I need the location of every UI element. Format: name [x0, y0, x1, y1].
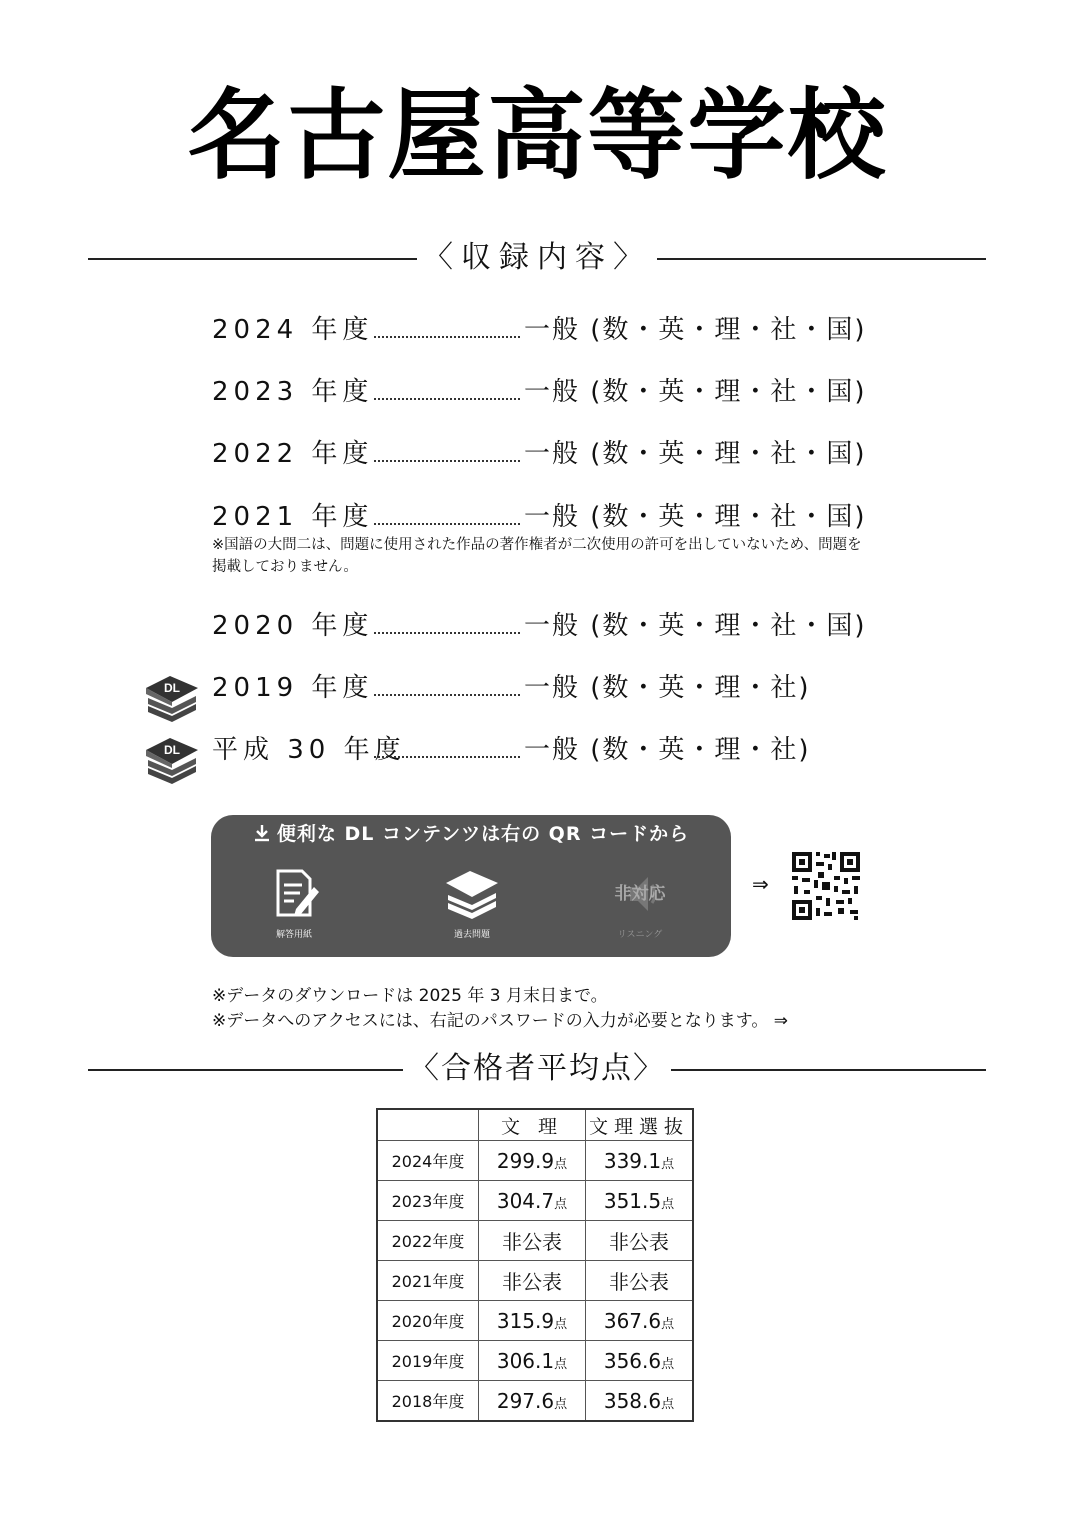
score-value: 297.6 [496, 1388, 555, 1413]
list-item-subjects: 一般 (数・英・理・社・国) [524, 439, 867, 469]
table-cell-senbatsu [586, 1341, 694, 1381]
score-unit: 点 [554, 1356, 568, 1372]
list-item-subjects: 一般 (数・英・理・社) [524, 673, 811, 703]
table-header-row [377, 1109, 693, 1141]
list-item [212, 497, 892, 537]
page-title: 名古屋高等学校 [187, 79, 888, 193]
score-value: 315.9 [496, 1308, 555, 1333]
table-row [377, 1341, 693, 1381]
table-row [377, 1221, 693, 1261]
score-unit: 点 [661, 1396, 675, 1412]
table-cell-bunri [479, 1341, 586, 1381]
list-item [212, 372, 892, 412]
arrow-icon: ⇒ [752, 872, 769, 896]
table-cell-bunri [479, 1381, 586, 1422]
unsupported-badge: 非対応 [614, 884, 666, 904]
leader-dots [374, 632, 520, 634]
leader-dots [374, 756, 520, 758]
score-unit: 点 [554, 1396, 568, 1412]
dl-books-icon [142, 734, 200, 784]
dl-item-caption: 解答用紙 [275, 930, 312, 940]
download-note-password: ※データへのアクセスには、右記のパスワードの入力が必要となります。 ⇒ [212, 1011, 789, 1031]
score-value: 304.7 [496, 1188, 555, 1213]
contents-section-header [88, 238, 986, 278]
list-item-subjects: 一般 (数・英・理・社・国) [524, 377, 867, 407]
books-icon [442, 865, 502, 921]
scores-heading: 〈合格者平均点〉 [403, 1051, 671, 1086]
dl-icon-label: DL [164, 743, 180, 757]
copyright-note: ※国語の大問二は、問題に使用された作品の著作権者が二次使用の許可を出していないため、問題を掲載しておりません。 [212, 537, 862, 575]
dl-box-title [211, 821, 731, 847]
list-item-year: 平成 30 年度 [212, 735, 406, 765]
table-cell-bunri [479, 1141, 586, 1181]
table-cell-year: 2020年度 [377, 1301, 479, 1341]
table-cell-bunri: 非公表 [479, 1261, 586, 1301]
dl-item-caption: 過去問題 [453, 930, 490, 940]
list-item [212, 730, 892, 770]
score-unit: 点 [661, 1316, 675, 1332]
qr-code[interactable] [790, 850, 862, 922]
list-item-year: 2023 年度 [212, 377, 374, 407]
score-unit: 点 [554, 1316, 568, 1332]
table-cell-year: 2019年度 [377, 1341, 479, 1381]
dl-icon-label: DL [164, 681, 180, 695]
score-unit: 点 [554, 1196, 568, 1212]
list-item [212, 606, 892, 646]
list-item-year: 2022 年度 [212, 439, 374, 469]
leader-dots [374, 336, 520, 338]
leader-dots [374, 523, 520, 525]
table-row [377, 1261, 693, 1301]
score-unit: 点 [554, 1156, 568, 1172]
table-cell-bunri [479, 1181, 586, 1221]
table-cell-year: 2022年度 [377, 1221, 479, 1261]
list-item-subjects: 一般 (数・英・理・社) [524, 735, 811, 765]
list-item-year: 2019 年度 [212, 673, 374, 703]
download-notes [212, 984, 788, 1034]
list-item-year: 2021 年度 [212, 502, 374, 532]
table-row [377, 1301, 693, 1341]
score-value: 356.6 [603, 1348, 662, 1373]
list-item-year: 2024 年度 [212, 315, 374, 345]
leader-dots [374, 694, 520, 696]
score-value: 306.1 [496, 1348, 555, 1373]
table-row [377, 1381, 693, 1422]
download-icon [253, 824, 271, 842]
table-row [377, 1181, 693, 1221]
table-cell-senbatsu: 非公表 [586, 1261, 694, 1301]
table-row [377, 1141, 693, 1181]
table-cell-year: 2024年度 [377, 1141, 479, 1181]
score-value: 358.6 [603, 1388, 662, 1413]
table-cell-bunri [479, 1301, 586, 1341]
table-cell-senbatsu [586, 1381, 694, 1422]
list-item-year: 2020 年度 [212, 611, 374, 641]
list-item-subjects: 一般 (数・英・理・社・国) [524, 502, 867, 532]
score-unit: 点 [661, 1196, 675, 1212]
dl-past-exams[interactable] [417, 865, 527, 940]
dl-answer-sheet[interactable] [239, 865, 349, 940]
score-unit: 点 [661, 1156, 675, 1172]
table-cell-senbatsu: 非公表 [586, 1221, 694, 1261]
dl-books-icon [142, 672, 200, 722]
listening-icon [610, 865, 670, 921]
dl-contents-box [211, 815, 731, 957]
score-unit: 点 [661, 1356, 675, 1372]
leader-dots [374, 398, 520, 400]
download-note-deadline: ※データのダウンロードは 2025 年 3 月末日まで。 [212, 986, 608, 1006]
table-cell-year: 2021年度 [377, 1261, 479, 1301]
list-item-subjects: 一般 (数・英・理・社・国) [524, 611, 867, 641]
average-scores-table [376, 1108, 694, 1422]
list-item [212, 434, 892, 474]
list-item [212, 668, 892, 708]
score-value: 367.6 [603, 1308, 662, 1333]
table-cell-bunri: 非公表 [479, 1221, 586, 1261]
dl-item-caption: リスニング [617, 930, 663, 940]
table-cell-senbatsu [586, 1141, 694, 1181]
score-value: 299.9 [496, 1148, 555, 1173]
contents-heading: 〈収録内容〉 [417, 240, 657, 275]
table-cell-year: 2018年度 [377, 1381, 479, 1422]
list-item [212, 310, 892, 350]
scores-section-header [88, 1049, 986, 1089]
table-cell-senbatsu [586, 1301, 694, 1341]
score-value: 339.1 [603, 1148, 662, 1173]
list-item-subjects: 一般 (数・英・理・社・国) [524, 315, 867, 345]
dl-listening [585, 865, 695, 940]
leader-dots [374, 460, 520, 462]
table-cell-senbatsu [586, 1181, 694, 1221]
table-cell-year: 2023年度 [377, 1181, 479, 1221]
table-header-blank [377, 1109, 479, 1141]
dl-box-title-text: 便利な DL コンテンツは右の QR コードから [276, 823, 690, 845]
table-header-bunri: 文 理 [479, 1109, 586, 1141]
score-value: 351.5 [603, 1188, 662, 1213]
answer-sheet-icon [266, 865, 322, 921]
table-header-bunri-senbatsu: 文理選抜 [586, 1109, 694, 1141]
